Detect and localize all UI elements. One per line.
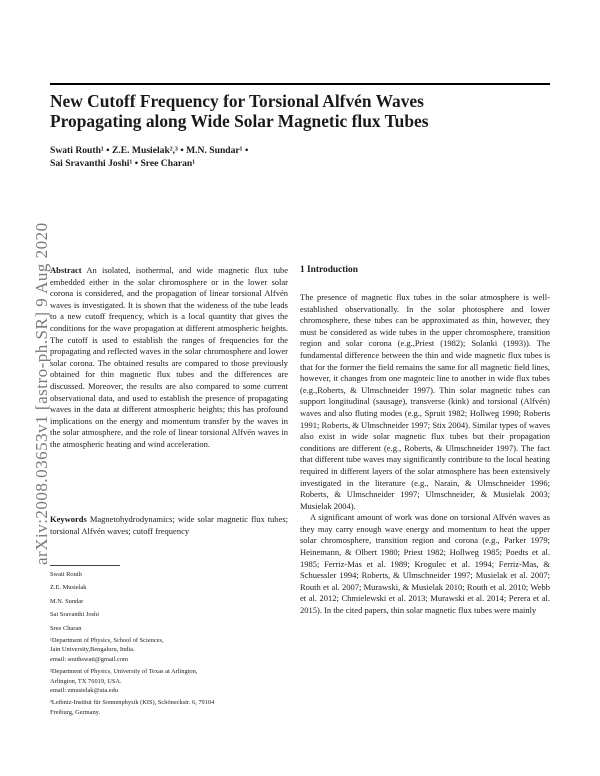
keywords bbox=[50, 514, 288, 537]
paper-title bbox=[50, 91, 550, 131]
abstract-text: An isolated, isothermal, and wide magnetic flux tube embedded either in the solar chromosphere or in the lower solar corona is considered, and the propagation of linear torsional Alfvén waves is investigated. It is shown that the wideness of the tube leads to a new cutoff frequency, which is a local quantity that gives the conditions for the wave propagation at different atmospheric heights. The cutoff is used to establish the ranges of frequencies for the propagating and reflected waves in the solar chromosphere and lower solar corona. The obtained results are compared to those previously obtained for thin magnetic flux tubes and the differences are discussed. Moreover, the results are also compared to some current observational data, and used to establish the presence of propagating waves in the data at different atmospheric heights; this has profound implications on the energy and momentum transfer by the waves in the solar atmosphere, and the role of linear torsional Alfvén waves in the atmospheric heating and wind acceleration. bbox=[50, 265, 289, 449]
affiliation-line: ²Department of Physics, University of Texas at Arlington, bbox=[50, 668, 198, 676]
affiliation-email: email: southswati@gmail.com bbox=[50, 655, 128, 663]
affiliation-1 bbox=[50, 636, 288, 664]
footnote-author: M.N. Sundar bbox=[50, 597, 84, 605]
affiliation-line: Jain University,Bengaluru, India. bbox=[50, 646, 135, 654]
keywords-label: Keywords bbox=[50, 514, 87, 524]
affiliation-line: Freiburg, Germany. bbox=[50, 708, 101, 716]
authors-line-1: Swati Routh¹ • Z.E. Musielak²,³ • M.N. Sundar¹ • bbox=[50, 145, 249, 156]
authors-line-2: Sai Sravanthi Joshi¹ • Sree Charan¹ bbox=[50, 158, 196, 169]
footnote-author: Z.E. Musielak bbox=[50, 584, 87, 592]
abstract-label: Abstract bbox=[50, 265, 82, 275]
title-top-rule bbox=[50, 83, 550, 85]
footnotes bbox=[50, 570, 288, 717]
affiliation-2 bbox=[50, 667, 288, 695]
arxiv-id: arXiv:2008.03653v1 [astro-ph.SR] 9 Aug 2020 bbox=[32, 222, 51, 565]
intro-paragraph-2: A significant amount of work was done on torsional Alfvén waves as they may carry enough wave energy and momentum to heat the upper solar chromosphere, transition region and corona (e.g., Parker 1979; Heinemann, & Olbert 1980; Priest 1982; Hollweg 1985; Poedts et al. 1985; Ferriz-Mas et al. 1989; Krogulec et al. 1994; Ferriz-Mas, & Schuessler 1994; Roberts, & Ulmschneider 1997; Musielak et al. 2007; Routh et al. 2007; Murawski, & Musielak 2010; Routh et al. 2010; Webb et al. 2012; Chmielewski et al. 2013; Murawski et al. 2014; Perera et al. 2015). In the cited papers, thin solar magnetic flux tubes were mainly bbox=[300, 512, 550, 616]
title-line-2: Propagating along Wide Solar Magnetic flux Tubes bbox=[50, 111, 429, 131]
footnote-rule bbox=[50, 565, 120, 566]
intro-paragraph-1: The presence of magnetic flux tubes in the solar atmosphere is well-established observationally. In the solar photosphere and lower chromosphere, these tubes can be approximated as thin, however, they must be considered as wide tubes in the upper chromosphere, transition region and solar corona (e.g.,Priest (1982); Solanki (1993)). The fundamental difference between the thin and wide magnetic flux tubes is that for the former the field remains the same for all magnetic field lines, however, it changes from one magnteic line to another in wide flux tubes (e.g.,Roberts, & Ulmschneider 1997). Thin solar magnetic tubes can support longitudinal (sausage), transverse (kink) and torsional (Alfvén) waves and also fluting modes (e.g., Spruit 1982; Hollweg 1990; Roberts 1991; Roberts, & Ulmschneider 1997; Stix 2004). Similar types of waves also exist in wide solar magnetic flux tubes but their propagation conditions are different (e.g., Roberts, & Ulmschneider 1997). The fact that different tube waves may significantly contribute to the local heating required in different layers of the solar atmosphere has been extensively investigated in the literature (e.g., Narain, & Ulmschneider 1996; Roberts, & Ulmschneider 1997; Ulmschneider, & Musielak 2003; Musielak 2004). bbox=[300, 292, 550, 511]
affiliation-3 bbox=[50, 698, 288, 717]
introduction-body bbox=[300, 292, 550, 617]
affiliation-line: ³Leibniz-Institut für Sonnenphysik (KIS), Schöneckstr. 6, 79104 bbox=[50, 699, 215, 707]
author-list bbox=[50, 144, 350, 170]
affiliation-email: email: zmusielak@uta.edu bbox=[50, 687, 118, 695]
affiliation-line: Arlington, TX 76019, USA. bbox=[50, 677, 122, 685]
title-line-1: New Cutoff Frequency for Torsional Alfvén Waves bbox=[50, 91, 424, 111]
affiliation-line: ¹Department of Physics, School of Sciences, bbox=[50, 637, 164, 645]
footnote-author: Sree Charan bbox=[50, 624, 82, 632]
abstract bbox=[50, 265, 288, 451]
section-heading-introduction: 1 Introduction bbox=[300, 265, 358, 275]
footnote-author: Sai Sravanthi Joshi bbox=[50, 611, 99, 619]
keywords-text: Magnetohydrodynamics; wide solar magnetic flux tubes; torsional Alfvén waves; cutoff frequency bbox=[50, 514, 288, 536]
footnote-author: Swati Routh bbox=[50, 571, 82, 578]
